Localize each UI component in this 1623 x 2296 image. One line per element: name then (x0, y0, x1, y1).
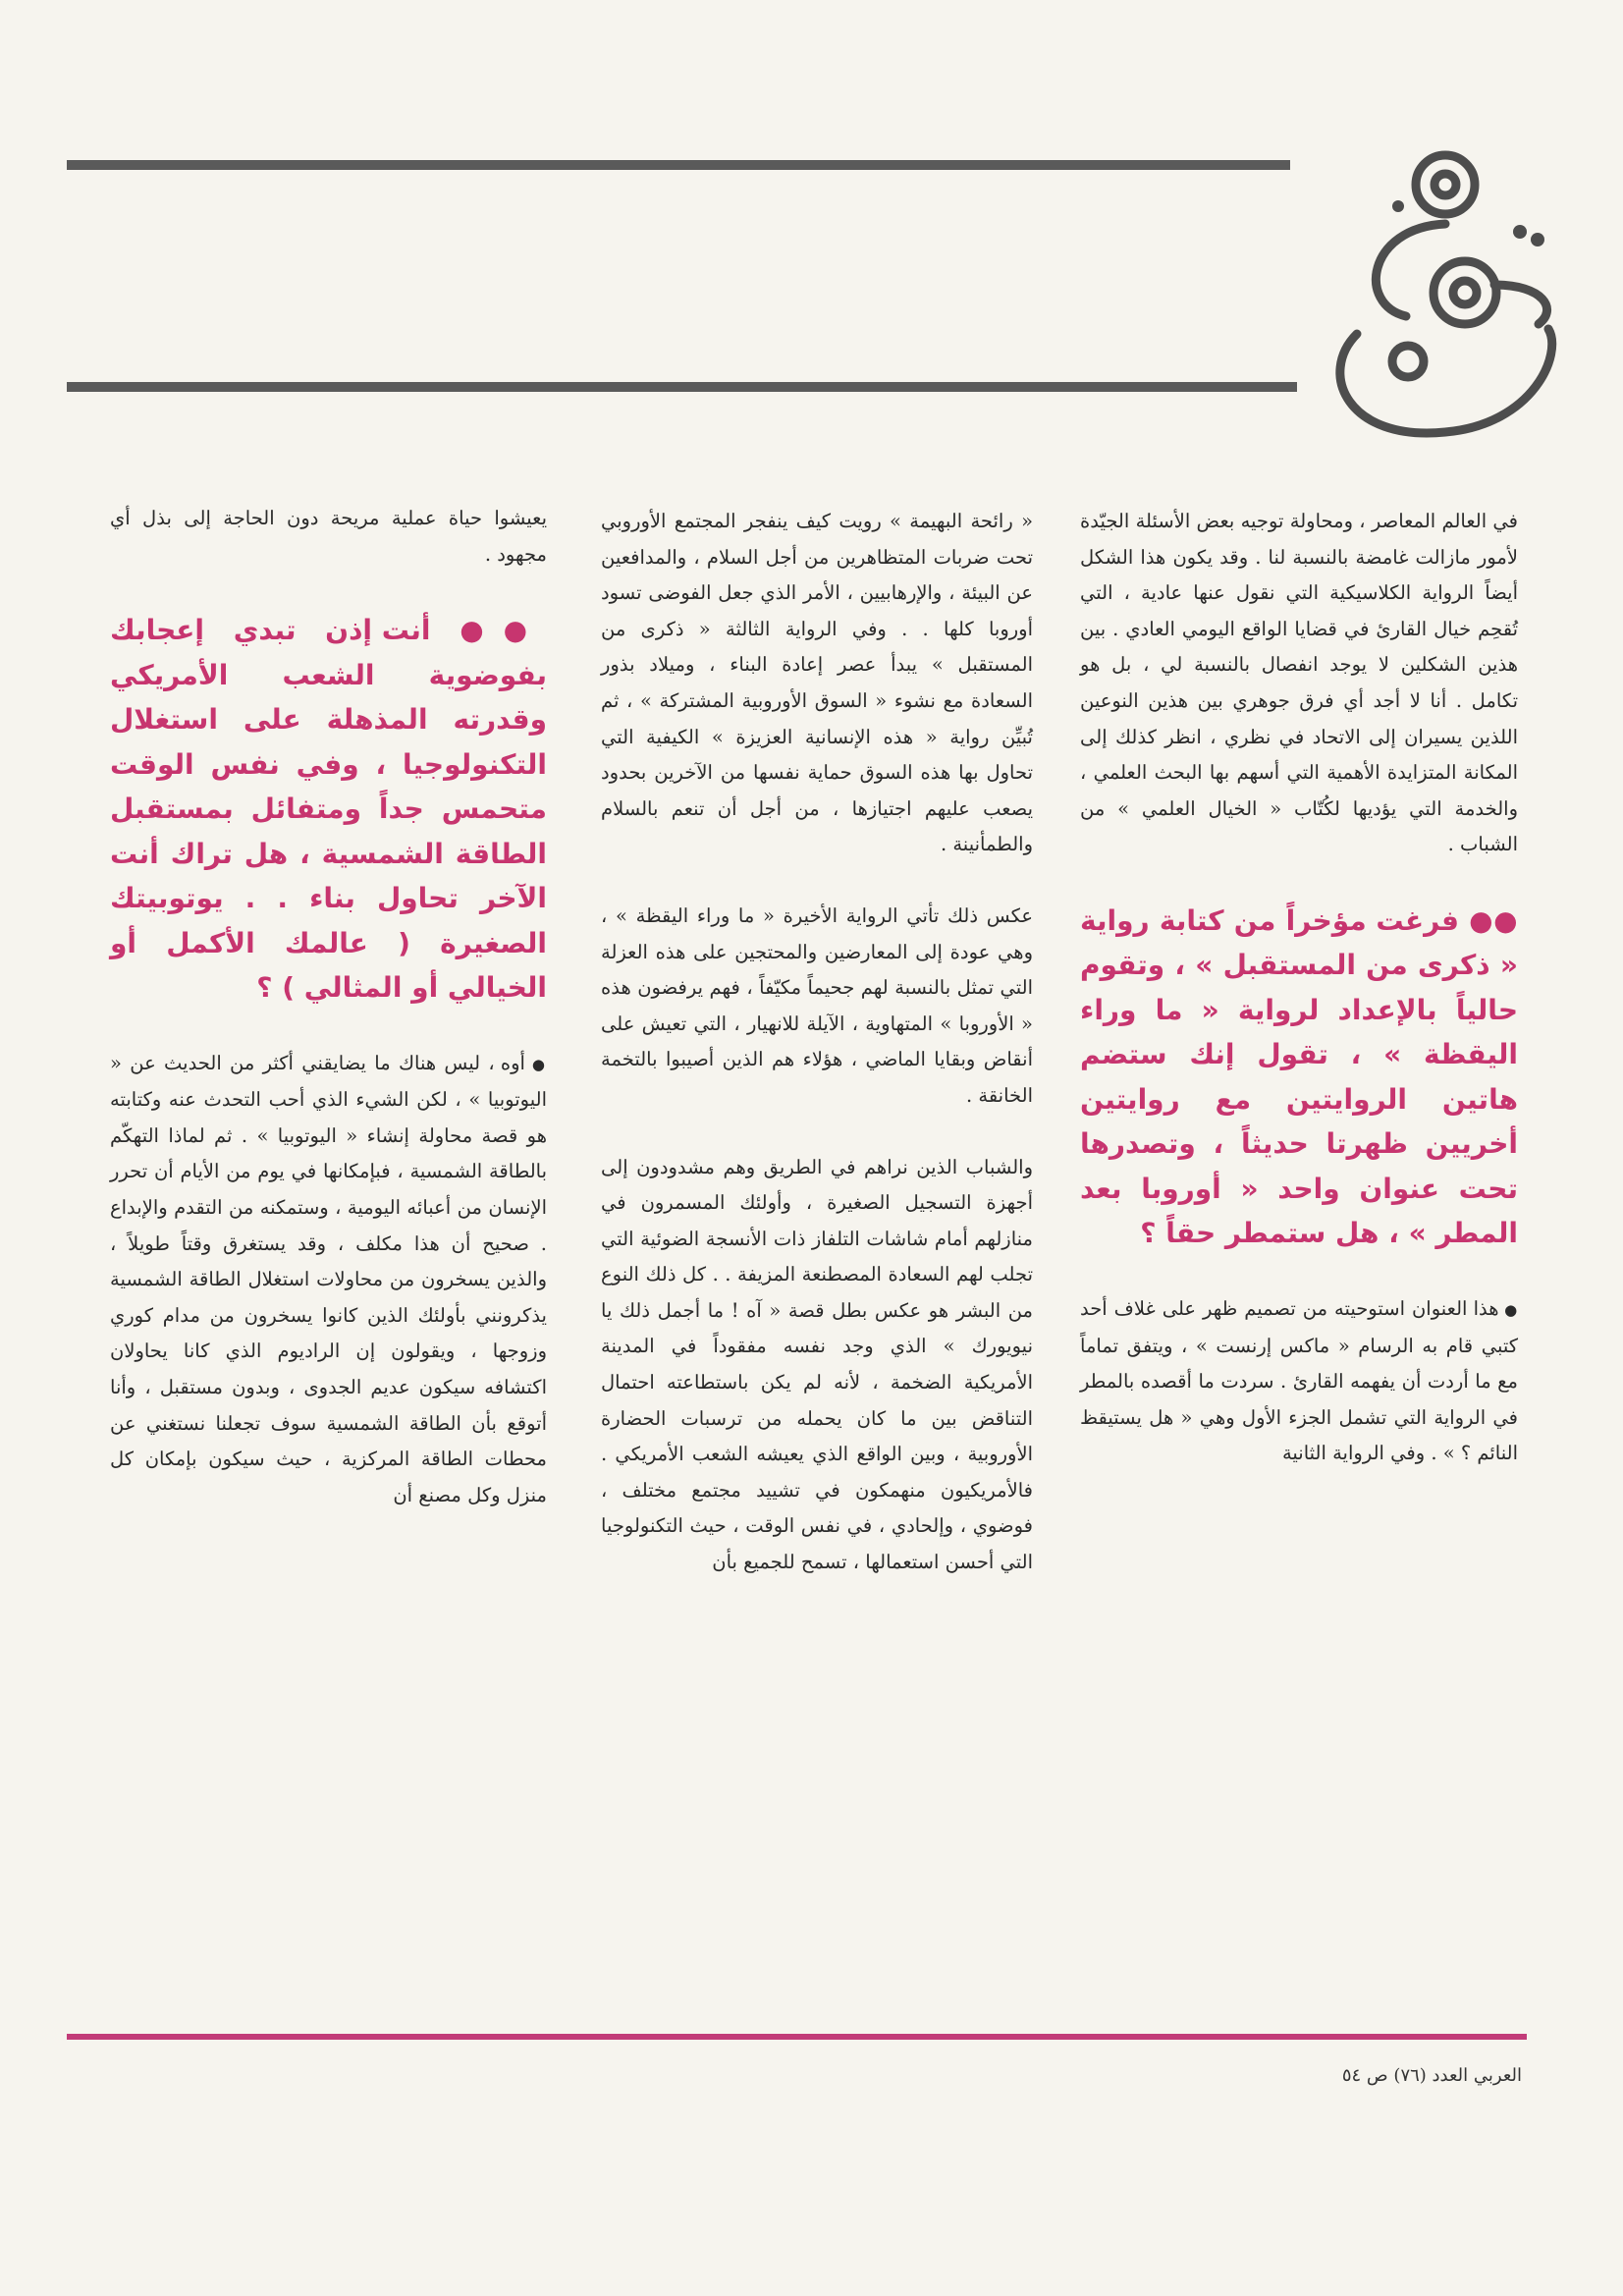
middle-rule (67, 382, 1297, 392)
paragraph: والشباب الذين نراهم في الطريق وهم مشدودون إلى أجهزة التسجيل الصغيرة ، وأولئك المسمرون في منازلهم أمام شاشات التلفاز ذات الأنسجة الضوئية التي تجلب لهم السعادة المصطنعة المزيفة . . كل ذلك النوع من البشر هو عكس بطل قصة « آه ! ما أجمل ذلك يا نيويورك » الذي وجد نفسه مفقوداً في المدينة الأمريكية الضخمة ، لأنه لم يكن باستطاعته احتمال التناقض بين ما كان يحمله من ترسبات الحضارة الأوروبية ، وبين الواقع الذي يعيشه الشعب الأمريكي . فالأمريكيون منهمكون في تشييد مجتمع مختلف ، فوضوي ، وإلحادي ، في نفس الوقت ، حيث التكنولوجيا التي أحسن استعمالها ، تسمح للجميع بأن (601, 1155, 1033, 1574)
bottom-accent-rule (67, 2034, 1527, 2040)
question-bullet-icon: ●● (1458, 903, 1518, 937)
question-text: فرغت مؤخراً من كتابة رواية « ذكرى من المستقبل » ، وتقوم حالياً بالإعداد لرواية « ما وراء اليقظة » ، تقول إنك ستضم هاتين الروايتين مع روايتين أخريين ظهرتا حديثاً ، وتصدرها تحت عنوان واحد « أوروبا بعد المطر » ، هل ستمطر حقاً ؟ (1080, 903, 1518, 1250)
interview-question (110, 608, 547, 1011)
section-logo-icon (1298, 137, 1583, 452)
question-text: أنت إذن تبدي إعجابك بفوضوية الشعب الأمريكي وقدرته المذهلة على استغلال التكنولوجيا ، وفي نفس الوقت متحمس جداً ومتفائل بمستقبل الطاقة الشمسية ، هل تراك أنت الآخر تحاول بناء . . يوتوبيتك الصغيرة ( عالمك الأكمل أو الخيالي أو المثالي ) ؟ (110, 614, 547, 1005)
paragraph (110, 1046, 547, 1514)
right-column (1080, 504, 1518, 1507)
page-footer: العربي العدد (٧٦) ص ٥٤ (1341, 2065, 1522, 2086)
top-rule (67, 160, 1290, 170)
middle-column (601, 504, 1033, 1616)
answer-bullet-icon: ● (524, 1055, 547, 1073)
paragraph: في العالم المعاصر ، ومحاولة توجيه بعض الأسئلة الجيّدة لأمور مازالت غامضة بالنسبة لنا . وقد يكون هذا الشكل أيضاً الرواية الكلاسيكية التي نقول عنها عادية ، التي تُقحِم خيال القارئ في قضايا الواقع اليومي العادي . بين هذين الشكلين لا يوجد انفصال بالنسبة لي ، بل هو تكامل . أنا لا أجد أي فرق جوهري بين هذين النوعين اللذين يسيران إلى الاتحاد في نظري ، انظر كذلك إلى المكانة المتزايدة الأهمية التي أسهم بها البحث العلمي ، والخدمة التي يؤديها لكُتّاب « الخيال العلمي » من الشباب . (1080, 510, 1518, 856)
paragraph: « رائحة البهيمة » رويت كيف ينفجر المجتمع الأوروبي تحت ضربات المتظاهرين من أجل السلام ، والمدافعين عن البيئة ، والإرهابيين ، الأمر الذي جعل الفوضى تسود أوروبا كلها . . وفي الرواية الثالثة « ذكرى من المستقبل » يبدأ عصر إعادة البناء ، وميلاد بذور السعادة مع نشوء « السوق الأوروبية المشتركة » ، ثم تُبيِّن رواية « هذه الإنسانية العزيزة » الكيفية التي تحاول بها هذه السوق حماية نفسها من الآخرين بحدود يصعب عليهم اجتيازها ، من أجل أن تنعم بالسلام والطمأنينة . (601, 510, 1033, 856)
interview-question (1080, 899, 1518, 1256)
answer-text: هذا العنوان استوحيته من تصميم ظهر على غلاف أحد كتبي قام به الرسام « ماكس إرنست » ، ويتفق تماماً مع ما أردت أن يفهمه القارئ . سردت ما أقصده بالمطر في الرواية التي تشمل الجزء الأول وهي « هل يستيقظ النائم ؟ » . وفي الرواية الثانية (1080, 1296, 1518, 1465)
paragraph (1080, 1291, 1518, 1472)
answer-text: أوه ، ليس هناك ما يضايقني أكثر من الحديث عن « اليوتوبيا » ، لكن الشيء الذي أحب التحدث عنه وكتابته هو قصة محاولة إنشاء « اليوتوبيا » . ثم لماذا التهكّم بالطاقة الشمسية ، فبإمكانها في يوم من الأيام أن تحرر الإنسان من أعبائه اليومية ، وستمكنه من التقدم والإبداع . صحيح أن هذا مكلف ، وقد يستغرق وقتاً طويلاً ، والذين يسخرون من محاولات استغلال الطاقة الشمسية يذكرونني بأولئك الذين كانوا يسخرون من مدام كوري وزوجها ، ويقولون إن الراديوم الذي كانا يحاولان اكتشافه سيكون عديم الجدوى ، وبدون مستقبل ، وأنا أتوقع بأن الطاقة الشمسية سوف تجعلنا نستغني عن محطات الطاقة المركزية ، حيث سيكون بإمكان كل منزل وكل مصنع أن (110, 1051, 547, 1506)
left-column (110, 501, 547, 1549)
question-bullet-icon: ●● (430, 614, 547, 647)
paragraph: يعيشوا حياة عملية مريحة دون الحاجة إلى بذل أي مجهود . (110, 507, 547, 566)
answer-bullet-icon: ● (1498, 1300, 1518, 1319)
paragraph: عكس ذلك تأتي الرواية الأخيرة « ما وراء اليقظة » ، وهي عودة إلى المعارضين والمحتجين على هذه العزلة التي تمثل بالنسبة لهم جحيماً مكيّفاً ، فهم يرفضون هذه « الأوروبا » المتهاوية ، الآيلة للانهيار ، التي تعيش على أنقاض وبقايا الماضي ، هؤلاء هم الذين أصيبوا بالتخمة الخانقة . (601, 903, 1033, 1107)
